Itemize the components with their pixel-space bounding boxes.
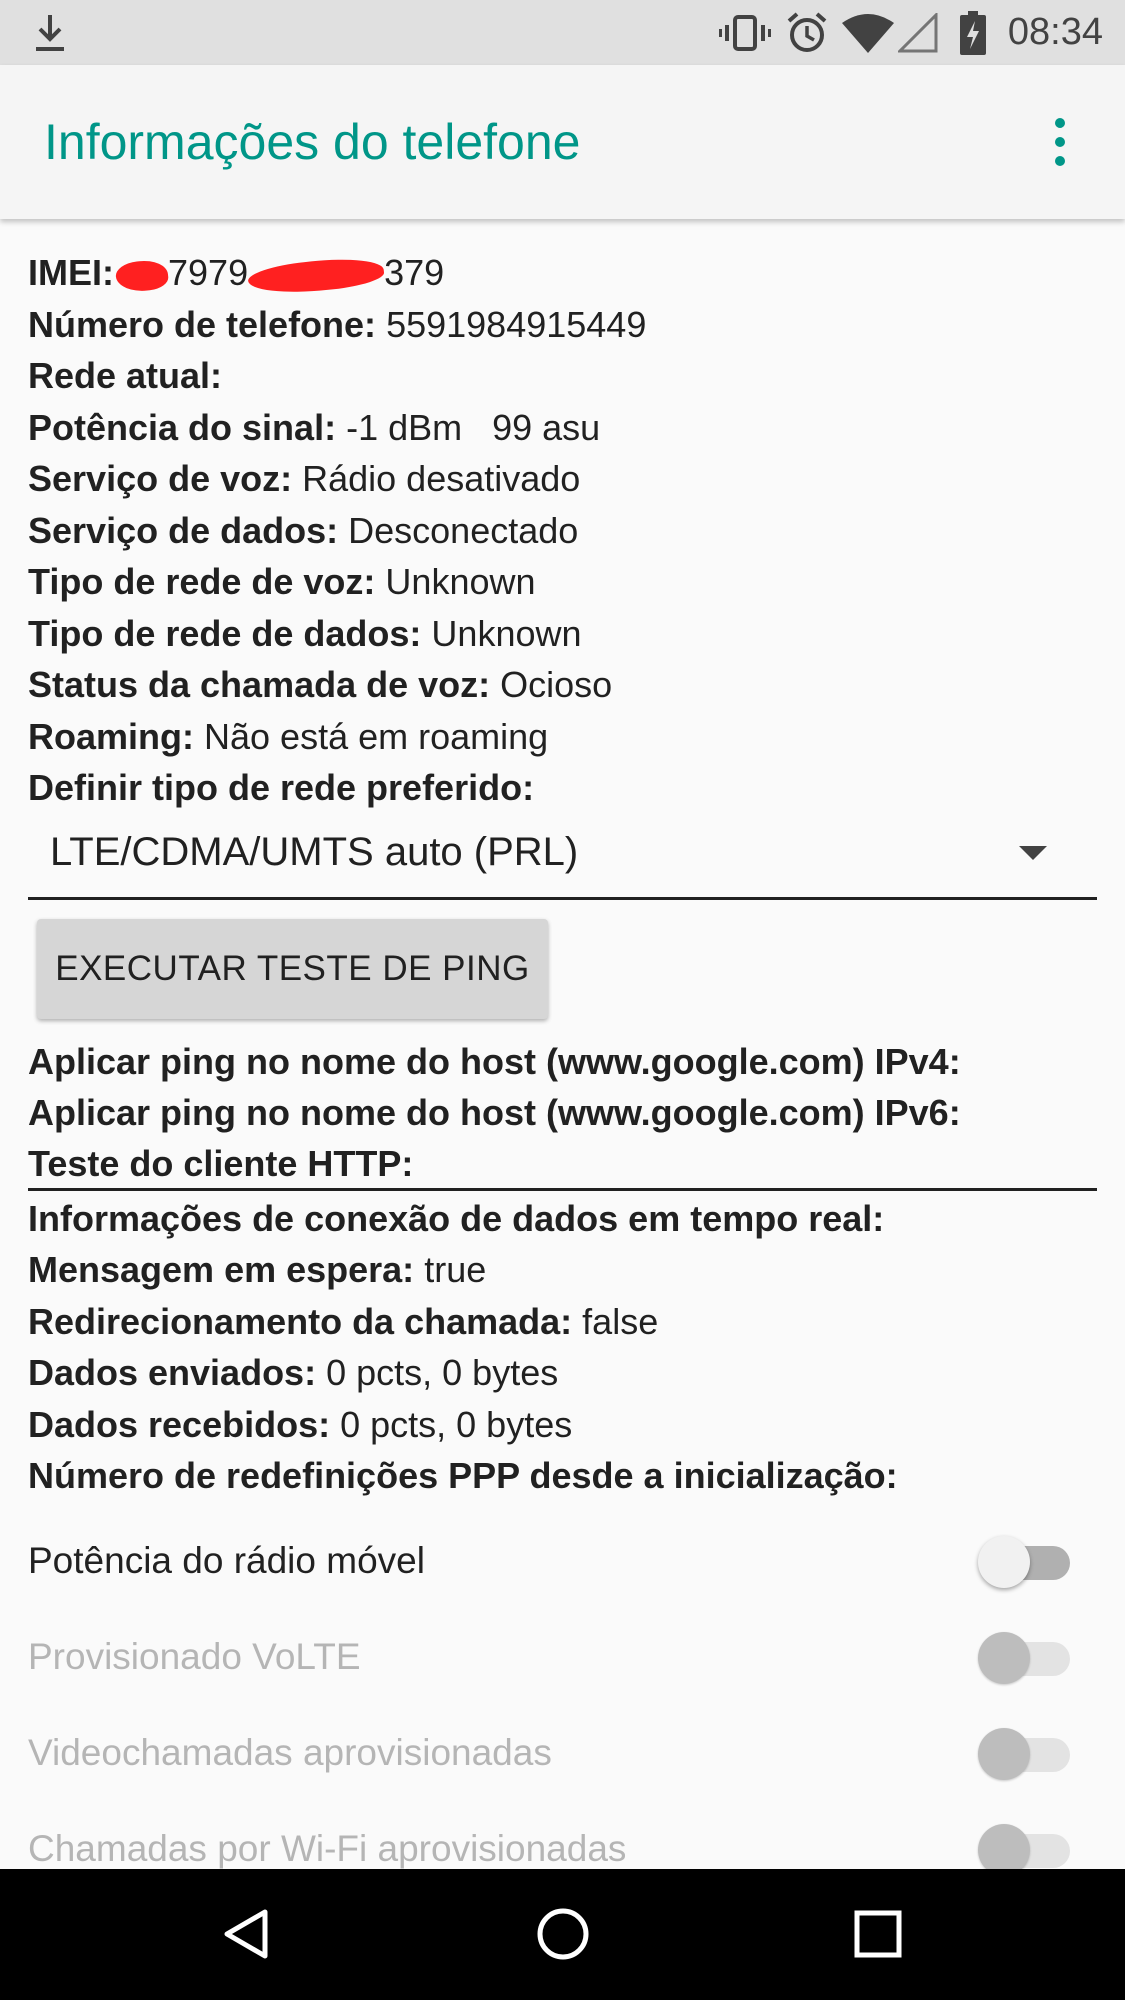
data-service-label: Serviço de dados: [28, 510, 339, 551]
data-network-type-label: Tipo de rede de dados: [28, 613, 422, 654]
phone-number-label: Número de telefone: [28, 304, 377, 345]
navigation-bar [0, 1869, 1125, 2000]
phone-number-row [28, 299, 646, 351]
alarm-icon [785, 10, 829, 55]
switch-row-radio-power[interactable] [0, 1513, 1125, 1609]
imei-part-1: 7979 [168, 252, 249, 293]
video-calls-label: Videochamadas aprovisionadas [28, 1732, 552, 1773]
data-received-label: Dados recebidos: [28, 1404, 331, 1445]
preferred-network-row [28, 762, 534, 814]
current-network-label: Rede atual: [28, 355, 223, 396]
phone-number-value: 5591984915449 [386, 304, 647, 345]
preferred-network-value: LTE/CDMA/UMTS auto (PRL) [50, 830, 579, 874]
status-bar [0, 0, 1125, 65]
switch-row-wifi-calls [0, 1801, 1125, 1869]
app-bar [0, 65, 1125, 219]
back-icon[interactable] [187, 1889, 307, 1979]
data-network-type-value: Unknown [431, 613, 582, 654]
divider [28, 1188, 1097, 1191]
call-status-label: Status da chamada de voz: [28, 664, 491, 705]
preferred-network-dropdown[interactable] [28, 812, 1097, 900]
status-time: 08:34 [1007, 11, 1103, 53]
call-forward-label: Redirecionamento da chamada: [28, 1301, 573, 1342]
roaming-row [28, 711, 548, 763]
http-test-label: Teste do cliente HTTP: [28, 1143, 414, 1184]
dropdown-arrow-icon [1019, 846, 1047, 860]
volte-label: Provisionado VoLTE [28, 1636, 361, 1677]
home-icon[interactable] [503, 1889, 623, 1979]
roaming-value: Não está em roaming [204, 716, 549, 757]
voice-service-value: Rádio desativado [302, 458, 581, 499]
radio-power-switch-thumb[interactable] [978, 1536, 1030, 1588]
wifi-calls-label: Chamadas por Wi-Fi aprovisionadas [28, 1828, 627, 1869]
current-network-row [28, 350, 222, 402]
data-service-value: Desconectado [348, 510, 579, 551]
preferred-network-label: Definir tipo de rede preferido: [28, 767, 535, 808]
realtime-info-row [28, 1193, 884, 1245]
radio-power-label: Potência do rádio móvel [28, 1540, 425, 1581]
call-forward-value: false [582, 1301, 659, 1342]
wifi-icon [842, 10, 894, 55]
signal-strength-row [28, 402, 600, 454]
message-waiting-label: Mensagem em espera: [28, 1249, 415, 1290]
data-network-type-row [28, 608, 582, 660]
ppp-resets-row [28, 1450, 898, 1502]
message-waiting-value: true [424, 1249, 487, 1290]
signal-strength-value: -1 dBm 99 asu [346, 407, 601, 448]
imei-part-2: 379 [384, 252, 445, 293]
voice-service-row [28, 453, 580, 505]
ppp-resets-label: Número de redefinições PPP desde a inicialização: [28, 1455, 898, 1496]
wifi-calls-switch-thumb [978, 1824, 1030, 1869]
voice-network-type-value: Unknown [385, 561, 536, 602]
ping-ipv6-label: Aplicar ping no nome do host (www.google.com) IPv6: [28, 1092, 961, 1133]
more-vert-icon[interactable] [1015, 112, 1105, 172]
cell-signal-icon [898, 10, 938, 55]
voice-network-type-row [28, 556, 536, 608]
data-sent-value: 0 pcts, 0 bytes [326, 1352, 559, 1393]
switch-row-video-calls [0, 1705, 1125, 1801]
http-test-row [28, 1138, 413, 1190]
message-waiting-row [28, 1244, 486, 1296]
run-ping-test-button[interactable]: EXECUTAR TESTE DE PING [37, 919, 548, 1019]
redaction-mark [115, 258, 170, 293]
call-forward-row [28, 1296, 658, 1348]
data-sent-label: Dados enviados: [28, 1352, 317, 1393]
volte-switch-thumb [978, 1632, 1030, 1684]
imei-label: IMEI: [28, 252, 114, 293]
video-calls-switch-thumb [978, 1728, 1030, 1780]
recents-icon[interactable] [818, 1889, 938, 1979]
battery-charging-icon [958, 10, 988, 55]
realtime-info-label: Informações de conexão de dados em tempo real: [28, 1198, 885, 1239]
data-service-row [28, 505, 578, 557]
ping-ipv4-label: Aplicar ping no nome do host (www.google.com) IPv4: [28, 1041, 961, 1082]
voice-service-label: Serviço de voz: [28, 458, 293, 499]
roaming-label: Roaming: [28, 716, 194, 757]
imei-row [28, 247, 444, 299]
redaction-mark [247, 254, 385, 298]
data-received-row [28, 1399, 572, 1451]
page-title: Informações do telefone [44, 114, 581, 170]
switch-row-volte [0, 1609, 1125, 1705]
voice-network-type-label: Tipo de rede de voz: [28, 561, 376, 602]
download-icon [30, 10, 70, 55]
signal-strength-label: Potência do sinal: [28, 407, 337, 448]
data-sent-row [28, 1347, 558, 1399]
phone-info-content [0, 219, 1125, 1869]
data-received-value: 0 pcts, 0 bytes [340, 1404, 573, 1445]
vibrate-icon [718, 10, 772, 55]
ping-ipv6-row [28, 1087, 961, 1139]
ping-ipv4-row [28, 1036, 961, 1088]
call-status-row [28, 659, 612, 711]
call-status-value: Ocioso [500, 664, 613, 705]
